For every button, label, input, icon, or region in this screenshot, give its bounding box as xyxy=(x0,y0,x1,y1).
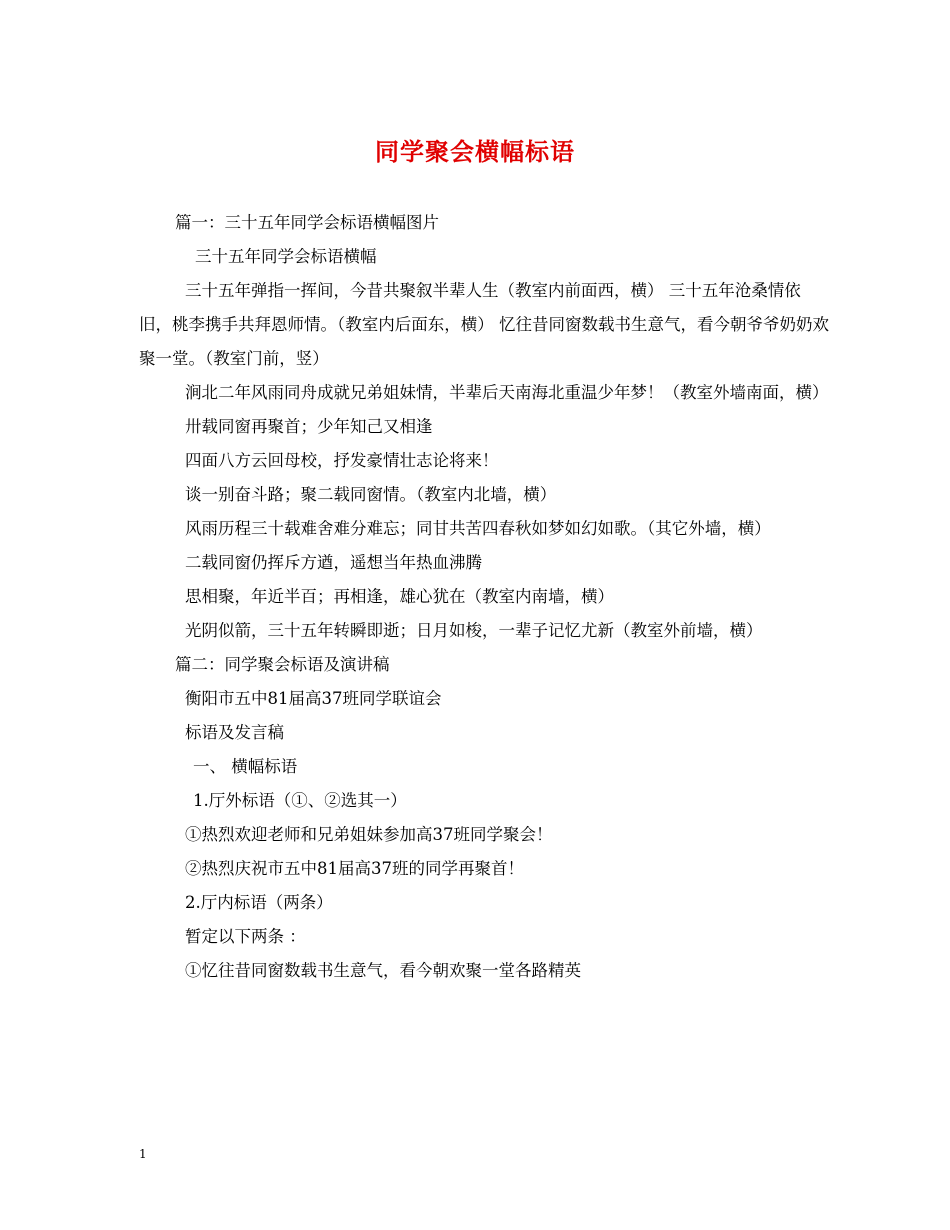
paragraph: 暂定以下两条 ： xyxy=(185,927,306,946)
paragraph: 思相聚，年近半百；再相逢，雄心犹在（教室内南墙，横） xyxy=(185,587,614,606)
document-title: 同学聚会横幅标语 xyxy=(375,137,575,166)
paragraph: 风雨历程三十载难舍难分难忘；同甘共苦四春秋如梦如幻如歌。（其它外墙，横） xyxy=(185,519,771,538)
list-item: ②热烈庆祝市五中81届高37班的同学再聚首！ xyxy=(185,859,524,878)
list-item: 2.厅内标语（两条） xyxy=(185,893,333,912)
paragraph: 衡阳市五中81届高37班同学联谊会 xyxy=(185,689,442,708)
paragraph: 涧北二年风雨同舟成就兄弟姐妹情，半辈后天南海北重温少年梦！（教室外墙南面，横） xyxy=(185,383,829,402)
paragraph: 四面八方云回母校，抒发豪情壮志论将来！ xyxy=(185,451,499,470)
paragraph: 二载同窗仍挥斥方遒，遥想当年热血沸腾 xyxy=(185,553,482,572)
paragraph: 三十五年弹指一挥间，今昔共聚叙半辈人生（教室内前面西，横） 三十五年沧桑情依旧，桃李携手共拜恩师情。（教室内后面东，横） 忆往昔同窗数载书生意气，看今朝爷爷奶奶欢聚一堂。（教室门前，竖） xyxy=(139,281,829,368)
paragraph: 卅载同窗再聚首；少年知己又相逢 xyxy=(185,417,433,436)
list-item: ①热烈欢迎老师和兄弟姐妹参加高37班同学聚会！ xyxy=(185,825,553,844)
subheading: 三十五年同学会标语横幅 xyxy=(195,247,377,266)
list-heading: 一、 横幅标语 xyxy=(193,757,298,776)
document-body xyxy=(139,206,829,988)
section-heading-1: 篇一：三十五年同学会标语横幅图片 xyxy=(175,213,439,232)
list-item: ①忆往昔同窗数载书生意气，看今朝欢聚一堂各路精英 xyxy=(185,961,581,980)
section-heading-2: 篇二：同学聚会标语及演讲稿 xyxy=(175,655,390,674)
paragraph: 谈一别奋斗路；聚二载同窗情。（教室内北墙，横） xyxy=(185,485,557,504)
paragraph: 标语及发言稿 xyxy=(185,723,284,742)
paragraph: 光阴似箭，三十五年转瞬即逝；日月如梭，一辈子记忆尤新（教室外前墙，横） xyxy=(185,621,763,640)
list-item: 1.厅外标语（①、②选其一） xyxy=(193,791,407,810)
page-number: 1 xyxy=(139,1147,147,1161)
